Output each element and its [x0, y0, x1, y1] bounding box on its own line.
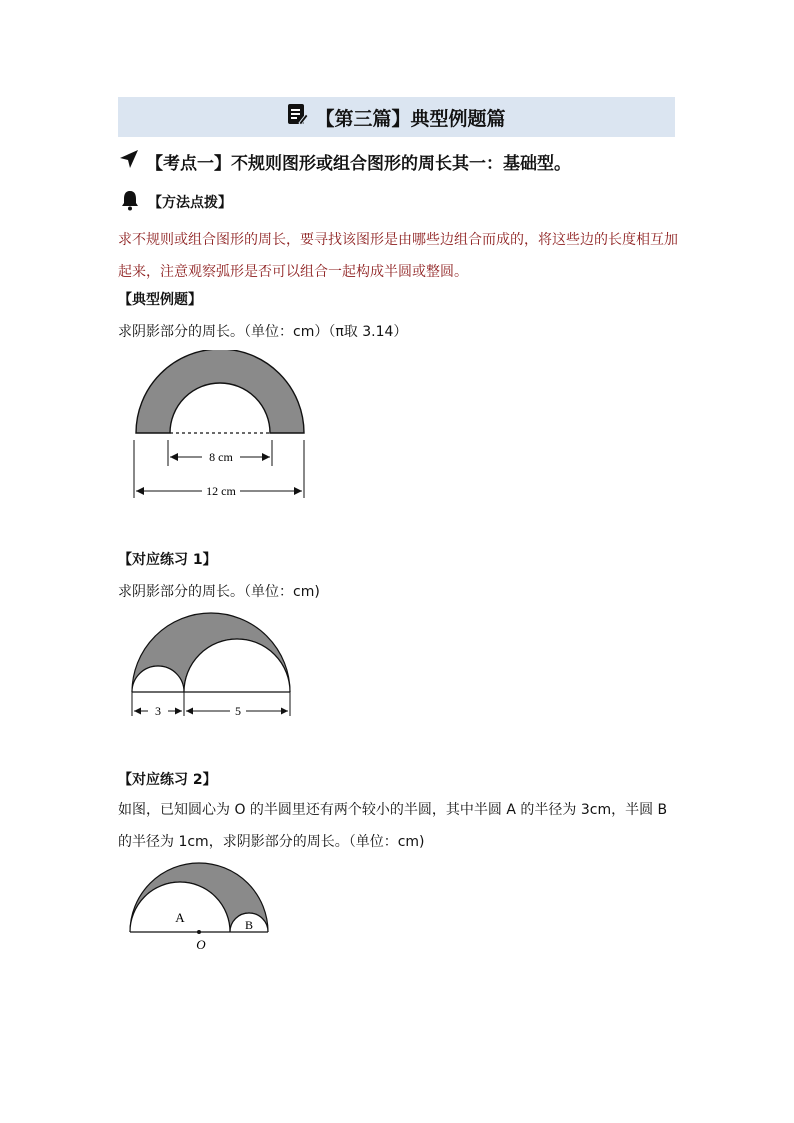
center-point-o: [197, 930, 201, 934]
semicircle-b-label: B: [244, 918, 254, 932]
ring-shaded-region: [136, 350, 304, 433]
method-label: 【方法点拨】: [148, 195, 232, 211]
method-heading: [120, 190, 232, 214]
inner-diameter-label: 8 cm: [209, 450, 233, 464]
notepad-pencil-icon: [287, 103, 309, 131]
example-question: 求阴影部分的周长。（单位：cm）（π取 3.14）: [118, 324, 408, 340]
example-label: 【典型例题】: [118, 292, 202, 308]
section-banner: [118, 97, 675, 137]
banner-title: 【第三篇】典型例题篇: [315, 107, 506, 130]
practice1-label: 【对应练习 1】: [118, 552, 217, 568]
navigation-arrow-icon: [118, 148, 140, 174]
practice1-question: 求阴影部分的周长。（单位：cm): [118, 584, 320, 600]
semicircle-a-label: A: [175, 910, 185, 925]
practice2-question: 如图，已知圆心为 O 的半圆里还有两个较小的半圆，其中半圆 A 的半径为 3cm，半圆 B 的半径为 1cm，求阴影部分的周长。（单位：cm): [118, 802, 668, 850]
method-tip-text: 求不规则或组合图形的周长，要寻找该图形是由哪些边组合而成的，将这些边的长度相互加起来，注意观察弧形是否可以组合一起构成半圆或整圆。: [118, 232, 678, 280]
center-o-label: O: [196, 937, 206, 952]
practice2-label: 【对应练习 2】: [118, 772, 217, 788]
large-diameter-label: 5: [235, 704, 241, 718]
knowledge-point-heading: [118, 147, 571, 175]
example-figure: [118, 350, 328, 510]
small-diameter-label: 3: [155, 704, 161, 718]
outer-diameter-label: 12 cm: [206, 484, 236, 498]
bell-icon: [120, 189, 140, 215]
knowledge-point-title: 【考点一】不规则图形或组合图形的周长其一：基础型。: [146, 153, 571, 174]
practice1-figure: [118, 608, 308, 723]
practice2-figure: [118, 860, 278, 955]
